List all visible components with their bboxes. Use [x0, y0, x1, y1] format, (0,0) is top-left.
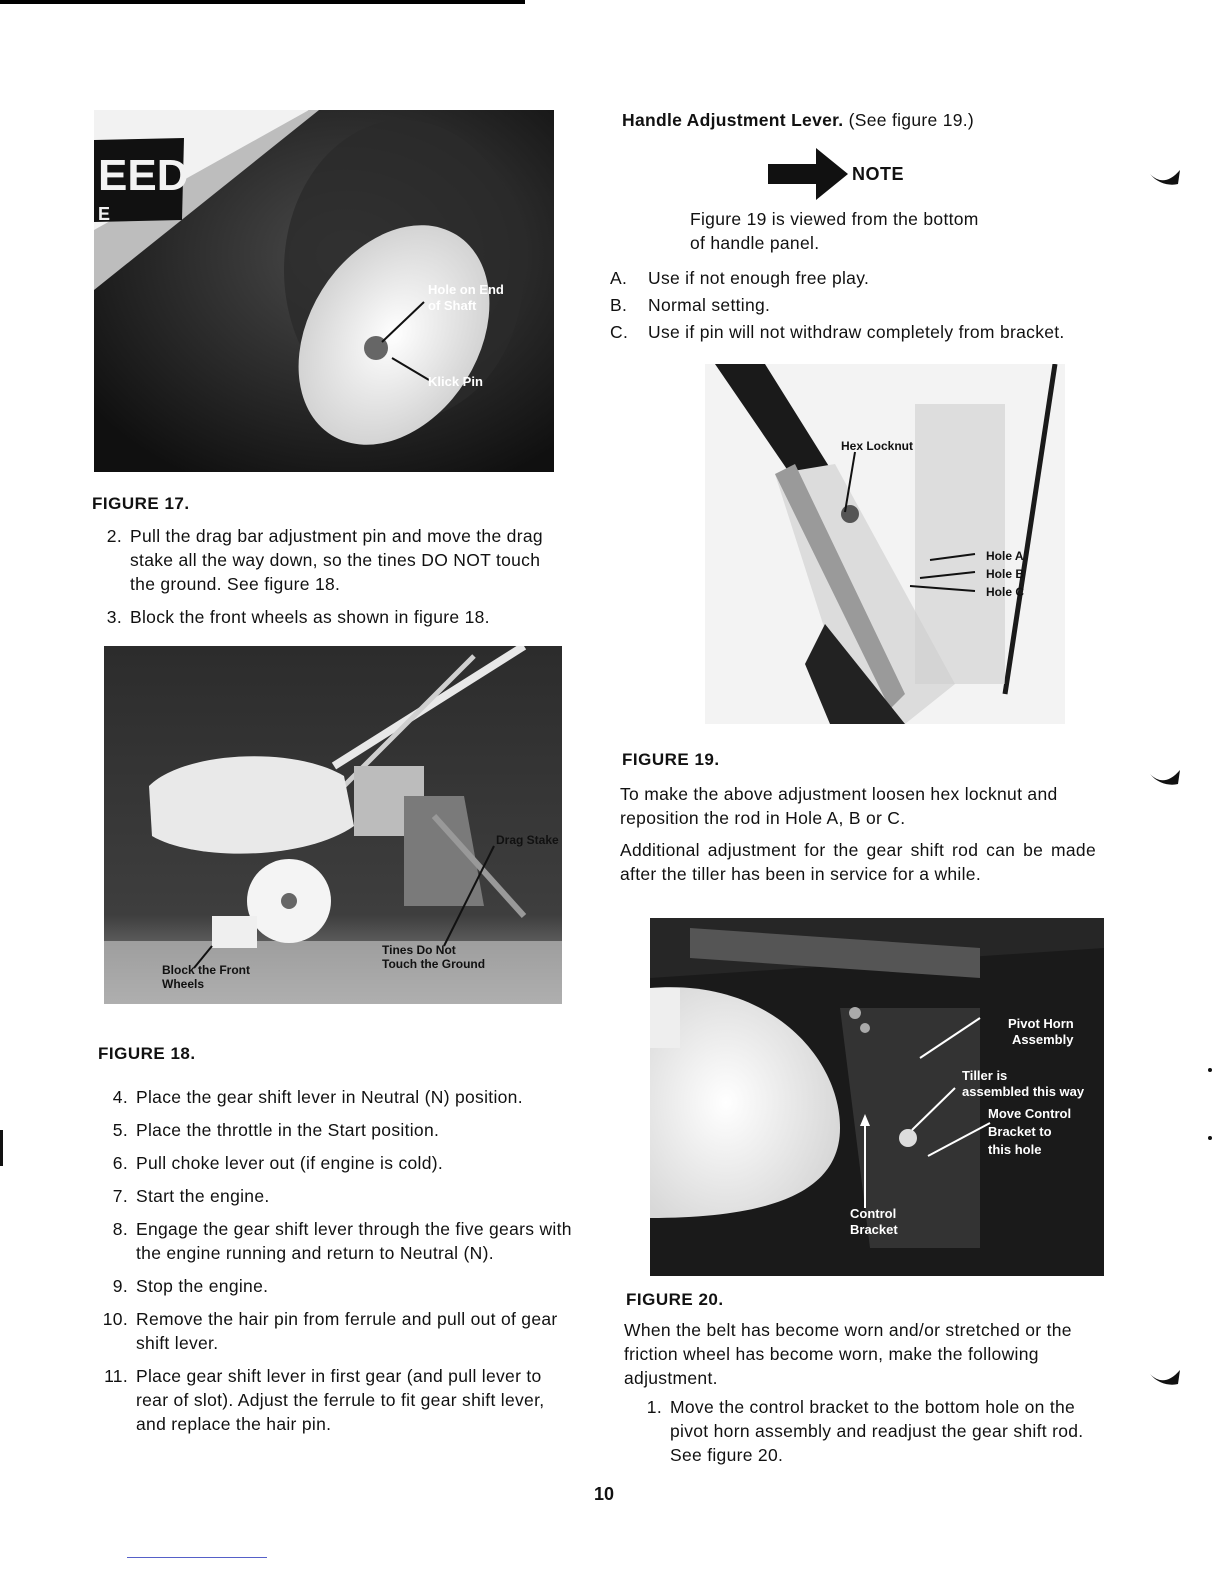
handle-adjustment-heading	[622, 108, 1102, 132]
figure-20-caption: FIGURE 20.	[626, 1290, 724, 1309]
list-item	[610, 293, 1096, 317]
step-text: Pull choke lever out (if engine is cold).	[136, 1153, 444, 1173]
option-letter: B.	[610, 295, 628, 315]
step-text: Block the front wheels as shown in figure 18.	[130, 607, 490, 627]
label-assembly: Assembly	[1012, 1032, 1074, 1047]
step-text: Place the gear shift lever in Neutral (N) position.	[136, 1087, 523, 1107]
label-bracket-to: Bracket to	[988, 1124, 1052, 1139]
paragraph-reposition: To make the above adjustment loosen hex locknut and reposition the rod in Hole A, B or C.	[620, 784, 1058, 828]
label-of-shaft: of Shaft	[428, 298, 477, 313]
brand-fragment: EED	[98, 151, 189, 200]
list-item	[92, 524, 570, 596]
top-rule	[0, 0, 525, 4]
right-steps	[632, 1395, 1102, 1476]
label-bracket: Bracket	[850, 1222, 898, 1237]
figure-17-illustration	[94, 110, 554, 472]
left-steps-a	[92, 524, 570, 638]
margin-check-icon	[1150, 168, 1182, 188]
label-hex-locknut: Hex Locknut	[841, 439, 914, 453]
step-number: 10.	[102, 1309, 128, 1329]
list-item	[98, 1184, 578, 1208]
step-text: Stop the engine.	[136, 1276, 269, 1296]
margin-check-icon	[1150, 768, 1182, 788]
bottom-rule	[127, 1557, 267, 1558]
label-move-control: Move Control	[988, 1106, 1072, 1121]
label-this-hole: this hole	[988, 1142, 1042, 1157]
step-text: Remove the hair pin from ferrule and pull out of gear shift lever.	[136, 1309, 558, 1353]
option-text: Normal setting.	[648, 295, 771, 315]
figure-20-illustration	[650, 918, 1104, 1276]
list-item	[92, 605, 570, 629]
option-letter: A.	[610, 268, 628, 288]
heading-bold: Handle Adjustment Lever.	[622, 110, 844, 130]
engine-hood	[149, 756, 354, 853]
margin-mark	[1208, 1068, 1212, 1072]
label-control: Control	[850, 1206, 897, 1221]
label-klick-pin: Klick Pin	[428, 374, 483, 389]
step-text: Move the control bracket to the bottom hole on the pivot horn assembly and readjust the gear shift rod. See figure 20.	[670, 1397, 1084, 1465]
step-number: 2.	[106, 526, 122, 546]
left-steps-b	[98, 1085, 578, 1445]
note-text-line-1: Figure 19 is viewed from the bottom	[690, 209, 979, 229]
paragraph-belt-worn: When the belt has become worn and/or stretched or the friction wheel has become worn, make the following adjustment.	[624, 1320, 1072, 1388]
step-number: 11.	[104, 1366, 128, 1386]
list-item	[98, 1274, 578, 1298]
step-number: 6.	[112, 1153, 128, 1173]
list-item	[98, 1217, 578, 1265]
figure-17-caption: FIGURE 17.	[92, 494, 190, 513]
step-number: 5.	[112, 1120, 128, 1140]
list-item	[98, 1364, 578, 1436]
list-item	[98, 1307, 578, 1355]
step-text: Place gear shift lever in first gear (and pull lever to rear of slot). Adjust the ferrule to fit gear shift lever, and replace the hair pin.	[136, 1366, 545, 1434]
label-hole-a: Hole A	[986, 549, 1024, 563]
step-text: Pull the drag bar adjustment pin and move the drag stake all the way down, so the tines DO NOT touch the ground. See figure 18.	[130, 526, 543, 594]
list-item	[98, 1151, 578, 1175]
arrow-right-icon	[768, 148, 852, 200]
figure-19-caption: FIGURE 19.	[622, 750, 720, 769]
label-block-front: Block the Front	[162, 963, 251, 977]
label-tiller-is: Tiller is	[962, 1068, 1008, 1083]
label-hole-b: Hole B	[986, 567, 1025, 581]
list-item	[610, 266, 1096, 290]
option-text: Use if not enough free play.	[648, 268, 870, 288]
list-item	[632, 1395, 1102, 1467]
margin-mark	[0, 1130, 3, 1166]
margin-check-icon	[1150, 1368, 1182, 1388]
label-assembled: assembled this way	[962, 1084, 1085, 1099]
step-number: 3.	[106, 607, 122, 627]
figure-18-caption: FIGURE 18.	[98, 1044, 196, 1063]
step-number: 9.	[112, 1276, 128, 1296]
list-item	[610, 320, 1096, 344]
list-item	[98, 1118, 578, 1142]
step-text: Start the engine.	[136, 1186, 270, 1206]
label-touch-ground: Touch the Ground	[382, 957, 486, 971]
note-label: NOTE	[852, 164, 905, 184]
bracket-hole	[899, 1129, 917, 1147]
figure-18-photo	[104, 646, 562, 1004]
page-number: 10	[594, 1484, 615, 1504]
note-box	[768, 148, 968, 200]
step-text: Place the throttle in the Start position.	[136, 1120, 440, 1140]
paragraph-additional: Additional adjustment for the gear shift rod can be made after the tiller has been in service for a while.	[620, 840, 1096, 884]
figure-19-photo	[705, 364, 1065, 724]
option-letter: C.	[610, 322, 629, 342]
figure-17-photo	[94, 110, 554, 472]
label-drag-stake: Drag Stake	[496, 833, 559, 847]
step-text: Engage the gear shift lever through the five gears with the engine running and return to Neutral (N).	[136, 1219, 572, 1263]
adjustment-options	[610, 266, 1096, 347]
label-wheels: Wheels	[162, 977, 205, 991]
step-number: 1.	[646, 1397, 662, 1417]
step-number: 8.	[112, 1219, 128, 1239]
figure-18-illustration	[104, 646, 562, 1004]
label-tines-do-not: Tines Do Not	[382, 943, 456, 957]
label-hole-on-end: Hole on End	[428, 282, 504, 297]
brand-fragment-2: E	[98, 204, 111, 224]
wheel-block	[212, 916, 257, 948]
figure-20-photo	[650, 918, 1104, 1276]
margin-mark	[1208, 1136, 1212, 1140]
step-number: 7.	[112, 1186, 128, 1206]
option-text: Use if pin will not withdraw completely from bracket.	[648, 322, 1065, 342]
label-hole-c: Hole C	[986, 585, 1025, 599]
note-text-line-2: of handle panel.	[690, 233, 820, 253]
label-pivot-horn: Pivot Horn	[1008, 1016, 1074, 1031]
list-item	[98, 1085, 578, 1109]
step-number: 4.	[112, 1087, 128, 1107]
note-text	[690, 207, 1070, 255]
heading-rest: (See figure 19.)	[843, 110, 975, 130]
hex-locknut	[841, 505, 859, 523]
figure-19-illustration	[705, 364, 1065, 724]
